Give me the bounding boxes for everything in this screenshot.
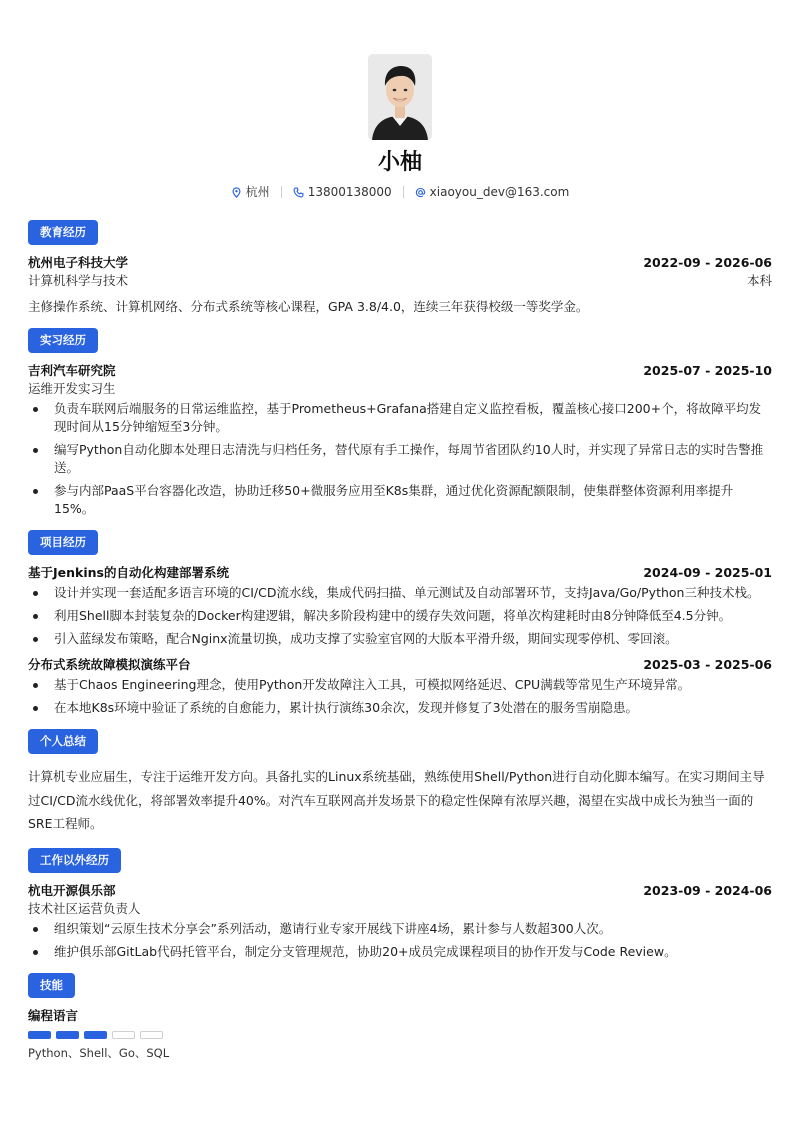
list-item: 设计并实现一套适配多语言环境的CI/CD流水线，集成代码扫描、单元测试及自动部署环节，支持Java/Go/Python三种技术栈。 (28, 584, 772, 602)
education-entry (28, 254, 772, 316)
contact-email[interactable] (415, 184, 570, 200)
entry-sub-row (28, 900, 772, 918)
section-skills (28, 973, 772, 1061)
bullet-list (28, 400, 772, 518)
section-internship (28, 328, 772, 518)
bullet-list (28, 676, 772, 717)
list-item: 编写Python自动化脚本处理日志清洗与归档任务，替代原有手工操作，每周节省团队约10人时，并实现了异常日志的实时告警推送。 (28, 441, 772, 477)
school-name: 杭州电子科技大学 (28, 255, 129, 270)
section-heading: 技能 (28, 973, 75, 998)
project-entry (28, 656, 772, 717)
resume-body (28, 220, 772, 1073)
contact-bar (0, 184, 800, 200)
level-segment-filled (28, 1031, 51, 1039)
contact-location (231, 184, 270, 200)
degree-text: 本科 (746, 273, 772, 288)
skill-category: 编程语言 (28, 1007, 79, 1023)
section-heading: 工作以外经历 (28, 848, 121, 873)
avatar-portrait-icon (368, 54, 432, 140)
project-title: 基于Jenkins的自动化构建部署系统 (28, 565, 229, 580)
candidate-name: 小柚 (377, 150, 422, 175)
contact-divider (281, 186, 282, 198)
list-item: 维护俱乐部GitLab代码托管平台，制定分支管理规范，协助20+成员完成课程项目的协作开发与Code Review。 (28, 943, 772, 961)
entry-header-row (28, 564, 772, 582)
education-description: 主修操作系统、计算机网络、分布式系统等核心课程，GPA 3.8/4.0，连续三年获得校级一等奖学金。 (28, 299, 589, 314)
project-title: 分布式系统故障模拟演练平台 (28, 657, 191, 672)
section-heading: 个人总结 (28, 729, 98, 754)
extra-entry (28, 882, 772, 961)
list-item: 负责车联网后端服务的日常运维监控，基于Prometheus+Grafana搭建自定义监控看板，覆盖核心接口200+个，将故障平均发现时间从15分钟缩短至3分钟。 (28, 400, 772, 436)
list-item: 基于Chaos Engineering理念，使用Python开发故障注入工具，可模拟网络延迟、CPU满载等常见生产环境异常。 (28, 676, 772, 694)
phone-text: 13800138000 (307, 185, 392, 199)
entry-date: 2023-09 - 2024-06 (643, 882, 772, 898)
entry-header-row (28, 882, 772, 900)
section-education (28, 220, 772, 316)
bullet-list (28, 584, 772, 648)
list-item: 引入蓝绿发布策略，配合Nginx流量切换，成功支撑了实验室官网的大版本平滑升级，期间实现零停机、零回滚。 (28, 630, 772, 648)
entry-header-row (28, 254, 772, 272)
phone-icon (293, 187, 304, 198)
section-projects (28, 530, 772, 717)
list-item: 参与内部PaaS平台容器化改造，协助迁移50+微服务应用至K8s集群，通过优化资源配额限制，使集群整体资源利用率提升15%。 (28, 482, 772, 518)
skill-level-meter (28, 1031, 772, 1039)
entry-date: 2025-07 - 2025-10 (643, 363, 772, 378)
entry-sub-row (28, 380, 772, 398)
bullet-list (28, 920, 772, 961)
section-summary (28, 729, 772, 836)
company-name: 吉利汽车研究院 (28, 363, 116, 378)
org-name: 杭电开源俱乐部 (28, 882, 116, 898)
role-text: 运维开发实习生 (28, 381, 116, 396)
entry-date: 2024-09 - 2025-01 (643, 565, 772, 580)
contact-divider (403, 186, 404, 198)
level-segment-filled (56, 1031, 79, 1039)
role-text: 技术社区运营负责人 (28, 900, 141, 916)
resume-header (0, 54, 800, 200)
entry-date: 2025-03 - 2025-06 (643, 657, 772, 672)
section-extra (28, 848, 772, 961)
entry-date: 2022-09 - 2026-06 (643, 255, 772, 270)
level-segment-empty (112, 1031, 135, 1039)
section-heading: 实习经历 (28, 328, 98, 353)
entry-sub-row (28, 272, 772, 290)
list-item: 在本地K8s环境中验证了系统的自愈能力，累计执行演练30余次，发现并修复了3处潜在的服务雪崩隐患。 (28, 699, 772, 717)
section-heading: 项目经历 (28, 530, 98, 555)
major-text: 计算机科学与技术 (28, 273, 129, 288)
skill-list: Python、Shell、Go、SQL (28, 1045, 170, 1060)
entry-header-row (28, 656, 772, 674)
level-segment-empty (140, 1031, 163, 1039)
avatar (368, 54, 432, 140)
at-sign-icon (415, 187, 426, 198)
contact-phone (293, 184, 392, 200)
entry-header-row (28, 362, 772, 380)
level-segment-filled (84, 1031, 107, 1039)
project-entry (28, 564, 772, 648)
internship-entry (28, 362, 772, 518)
list-item: 组织策划“云原生技术分享会”系列活动，邀请行业专家开展线下讲座4场，累计参与人数超300人次。 (28, 920, 772, 938)
location-text: 杭州 (245, 185, 270, 199)
summary-text: 计算机专业应届生，专注于运维开发方向。具备扎实的Linux系统基础，熟练使用Shell/Python进行自动化脚本编写。在实习期间主导过CI/CD流水线优化，将部署效率提升40%。对汽车互联网高并发场景下的稳定性保障有浓厚兴趣，渴望在实战中成长为独当一面的SRE工程师。 (28, 769, 765, 831)
list-item: 利用Shell脚本封装复杂的Docker构建逻辑，解决多阶段构建中的缓存失效问题，将单次构建耗时由8分钟降低至4.5分钟。 (28, 607, 772, 625)
section-heading: 教育经历 (28, 220, 98, 245)
location-pin-icon (231, 187, 242, 198)
email-text[interactable]: xiaoyou_dev@163.com (429, 185, 570, 199)
